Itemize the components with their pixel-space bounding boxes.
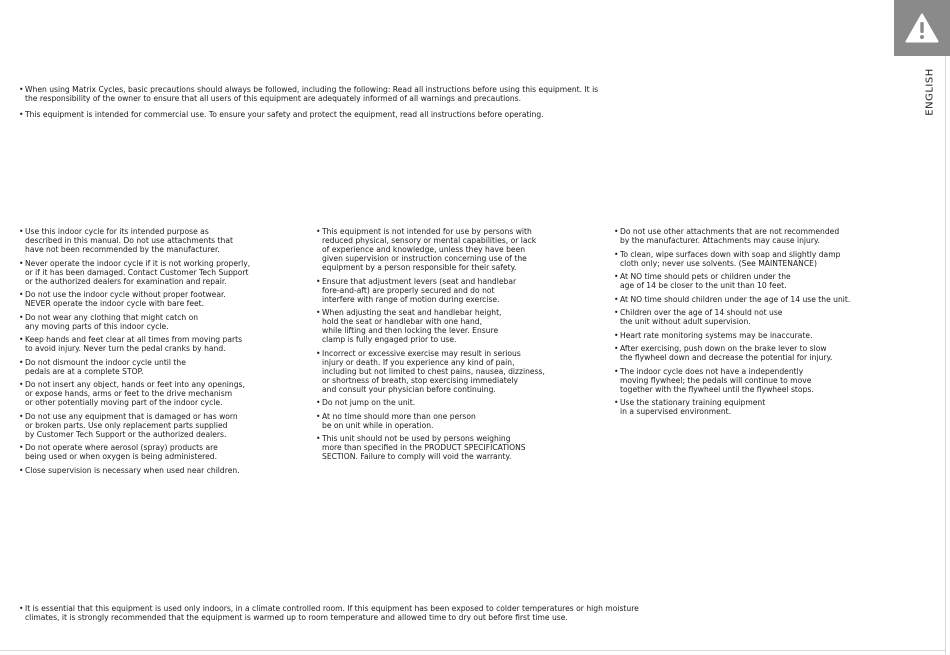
warning-item: • When adjusting the seat and handlebar height, hold the seat or handlebar with one hand, while lifting and then locking the lever. Ensure clamp is fully engaged prior to use. bbox=[316, 308, 601, 344]
warning-item: • At no time should more than one person be on unit while in operation. bbox=[316, 412, 601, 430]
warning-badge bbox=[894, 0, 950, 56]
warnings-column-2 bbox=[316, 227, 601, 466]
warning-item: • Close supervision is necessary when used near children. bbox=[19, 466, 299, 475]
warning-triangle-icon bbox=[905, 13, 939, 43]
warning-item: • Children over the age of 14 should not use the unit without adult supervision. bbox=[614, 308, 894, 326]
warning-item: • Do not wear any clothing that might catch on any moving parts of this indoor cycle. bbox=[19, 313, 299, 331]
warning-item: • Keep hands and feet clear at all times from moving parts to avoid injury. Never turn the pedal cranks by hand. bbox=[19, 335, 299, 353]
language-label: ENGLISH bbox=[924, 68, 936, 116]
page-border-bottom bbox=[0, 650, 946, 651]
warning-item: • At NO time should pets or children under the age of 14 be closer to the unit than 10 feet. bbox=[614, 272, 894, 290]
warning-item: • Do not jump on the unit. bbox=[316, 398, 601, 407]
footer-note bbox=[19, 604, 899, 622]
warning-item: • After exercising, push down on the brake lever to slow the flywheel down and decrease the potential for injury. bbox=[614, 344, 894, 362]
warning-item: • Never operate the indoor cycle if it is not working properly, or if it has been damaged. Contact Customer Tech Support or the authorized dealers for examination and repair. bbox=[19, 259, 299, 286]
warning-item: • The indoor cycle does not have a independently moving flywheel; the pedals will continue to move together with the flywheel until the flywheel stops. bbox=[614, 367, 894, 394]
footer-paragraph: • It is essential that this equipment is used only indoors, in a climate controlled room. If this equipment has been exposed to colder temperatures or high moisture climates, it is strongly recommended that the equipment is warmed up to room temperature and allowed time to dry out before first time use. bbox=[19, 604, 899, 622]
warning-item: • This unit should not be used by persons weighing more than specified in the PRODUCT SPECIFICATIONS SECTION. Failure to comply will void the warranty. bbox=[316, 434, 601, 461]
page-border-right bbox=[945, 56, 946, 655]
warnings-column-1 bbox=[19, 227, 299, 479]
warning-item: • Use this indoor cycle for its intended purpose as described in this manual. Do not use attachments that have not been recommended by the manufacturer. bbox=[19, 227, 299, 254]
warning-item: • At NO time should children under the age of 14 use the unit. bbox=[614, 295, 894, 304]
warning-item: • Do not use the indoor cycle without proper footwear. NEVER operate the indoor cycle with bare feet. bbox=[19, 290, 299, 308]
warning-item: • Do not operate where aerosol (spray) products are being used or when oxygen is being administered. bbox=[19, 443, 299, 461]
warnings-column-3 bbox=[614, 227, 894, 421]
warning-item: • Do not use other attachments that are not recommended by the manufacturer. Attachments may cause injury. bbox=[614, 227, 894, 245]
warning-item: • Ensure that adjustment levers (seat and handlebar fore-and-aft) are properly secured and do not interfere with range of motion during exercise. bbox=[316, 277, 601, 304]
warning-item: • Do not insert any object, hands or feet into any openings, or expose hands, arms or feet to the drive mechanism or other potentially moving part of the indoor cycle. bbox=[19, 380, 299, 407]
warning-item: • Do not use any equipment that is damaged or has worn or broken parts. Use only replacement parts supplied by Customer Tech Support or the authorized dealers. bbox=[19, 412, 299, 439]
intro-section bbox=[19, 85, 859, 126]
warning-item: • Heart rate monitoring systems may be inaccurate. bbox=[614, 331, 894, 340]
warning-item: • Do not dismount the indoor cycle until the pedals are at a complete STOP. bbox=[19, 358, 299, 376]
warning-item: • Use the stationary training equipment in a supervised environment. bbox=[614, 398, 894, 416]
intro-paragraph: • This equipment is intended for commercial use. To ensure your safety and protect the equipment, read all instructions before operating. bbox=[19, 110, 859, 119]
warning-item: • To clean, wipe surfaces down with soap and slightly damp cloth only; never use solvents. (See MAINTENANCE) bbox=[614, 250, 894, 268]
warning-item: • This equipment is not intended for use by persons with reduced physical, sensory or mental capabilities, or lack of experience and knowledge, unless they have been given supervision or instruction concerning use of the equipment by a person responsible for their safety. bbox=[316, 227, 601, 272]
intro-paragraph: • When using Matrix Cycles, basic precautions should always be followed, including the following: Read all instructions before using this equipment. It is the responsibility of the owner to ensure that all users of this equipment are adequately informed of all warnings and precautions. bbox=[19, 85, 859, 103]
warning-item: • Incorrect or excessive exercise may result in serious injury or death. If you experience any kind of pain, including but not limited to chest pains, nausea, dizziness, or shortness of breath, stop exercising immediately and consult your physician before continuing. bbox=[316, 349, 601, 394]
